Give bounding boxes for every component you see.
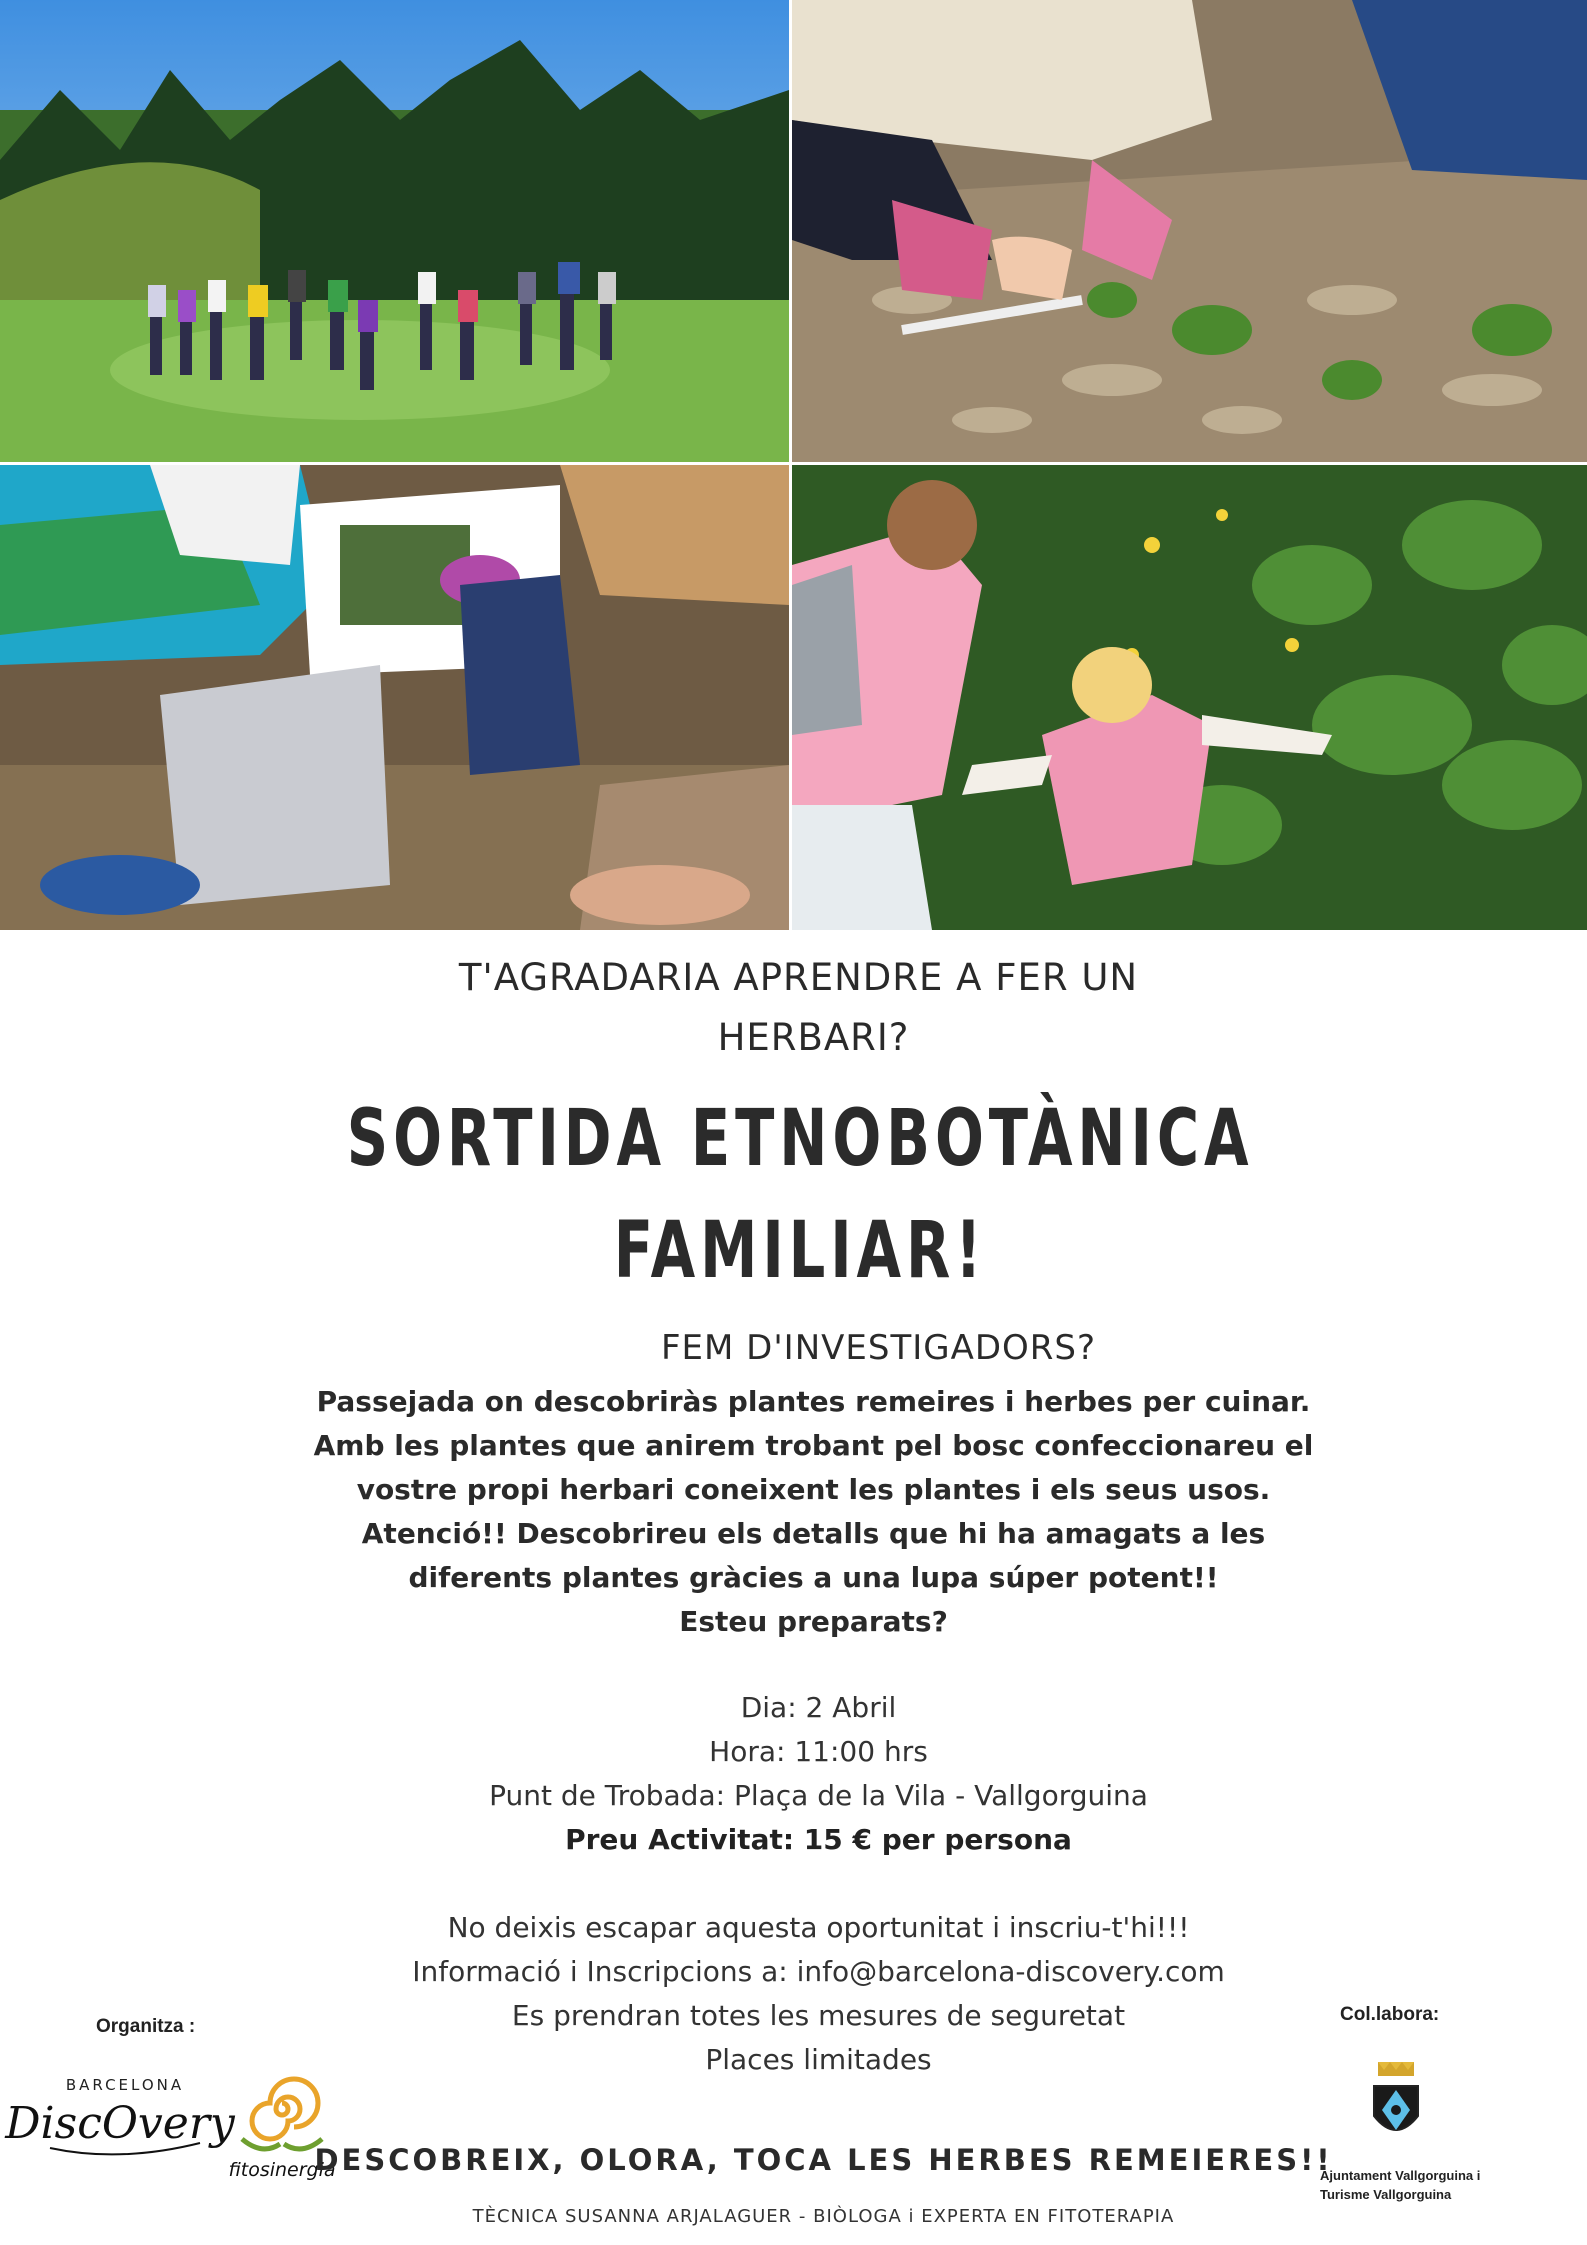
main-title-line-1: SORTIDA ETNOBOTÀNICA <box>346 1094 1254 1184</box>
intro-question <box>0 948 1587 1068</box>
description-line: diferents plantes gràcies a una lupa súper potent!! <box>408 1561 1219 1594</box>
contact-email-line[interactable]: Informació i Inscripcions a: info@barcelona-discovery.com <box>412 1955 1225 1988</box>
description-line: Passejada on descobriràs plantes remeires i herbes per cuinar. <box>316 1385 1311 1418</box>
meeting-point: Punt de Trobada: Plaça de la Vila - Vallgorguina <box>489 1779 1148 1812</box>
event-details <box>0 1686 1587 1862</box>
main-title <box>149 1083 1450 1307</box>
description-line: vostre propi herbari coneixent les plantes i els seus usos. <box>356 1473 1271 1506</box>
photo-girls-plants <box>792 465 1587 930</box>
photo-hands-leaflet <box>0 465 789 930</box>
event-time: Hora: 11:00 hrs <box>709 1735 928 1768</box>
svg-text:fitosinergia: fitosinergia <box>228 2159 336 2181</box>
subtitle: FEM D'INVESTIGADORS? <box>660 1328 1097 1368</box>
cta-line: Es prendran totes les mesures de seguretat <box>511 1999 1126 2032</box>
cta-line: No deixis escapar aquesta oportunitat i inscriu-t'hi!!! <box>447 1911 1190 1944</box>
intro-question-line-2: HERBARI? <box>717 1016 910 1059</box>
photo-group-meadow <box>0 0 789 462</box>
ajuntament-line-1: Ajuntament Vallgorguina i <box>1320 2168 1481 2183</box>
main-title-line-2: FAMILIAR! <box>613 1206 987 1296</box>
slogan: DESCOBREIX, OLORA, TOCA LES HERBES REMEIERES!! <box>314 2143 1333 2177</box>
organitza-label: Organitza : <box>96 2016 196 2037</box>
intro-question-line-1: T'AGRADARIA APRENDRE A FER UN <box>458 956 1139 999</box>
description-line: Esteu preparats? <box>679 1605 948 1638</box>
svg-text:BARCELONA: BARCELONA <box>65 2076 185 2094</box>
svg-text:DiscOvery: DiscOvery <box>5 2098 235 2149</box>
description-line: Atenció!! Descobrireu els detalls que hi ha amagats a les <box>361 1517 1266 1550</box>
description <box>0 1380 1587 1644</box>
call-to-action <box>0 1906 1587 2082</box>
event-price: Preu Activitat: 15 € per persona <box>565 1823 1072 1856</box>
description-line: Amb les plantes que anirem trobant pel bosc confeccionareu el <box>313 1429 1314 1462</box>
ajuntament-shield-icon <box>1368 2058 1424 2148</box>
ajuntament-line-2: Turisme Vallgorguina <box>1320 2187 1452 2202</box>
colabora-label: Col.labora: <box>1340 2004 1440 2025</box>
photo-child-ground <box>792 0 1587 462</box>
event-date: Dia: 2 Abril <box>740 1691 897 1724</box>
footer-credit: TÈCNICA SUSANNA ARJALAGUER - BIÒLOGA i EXPERTA EN FITOTERAPIA <box>472 2206 1175 2227</box>
cta-line: Places limitades <box>705 2043 932 2076</box>
